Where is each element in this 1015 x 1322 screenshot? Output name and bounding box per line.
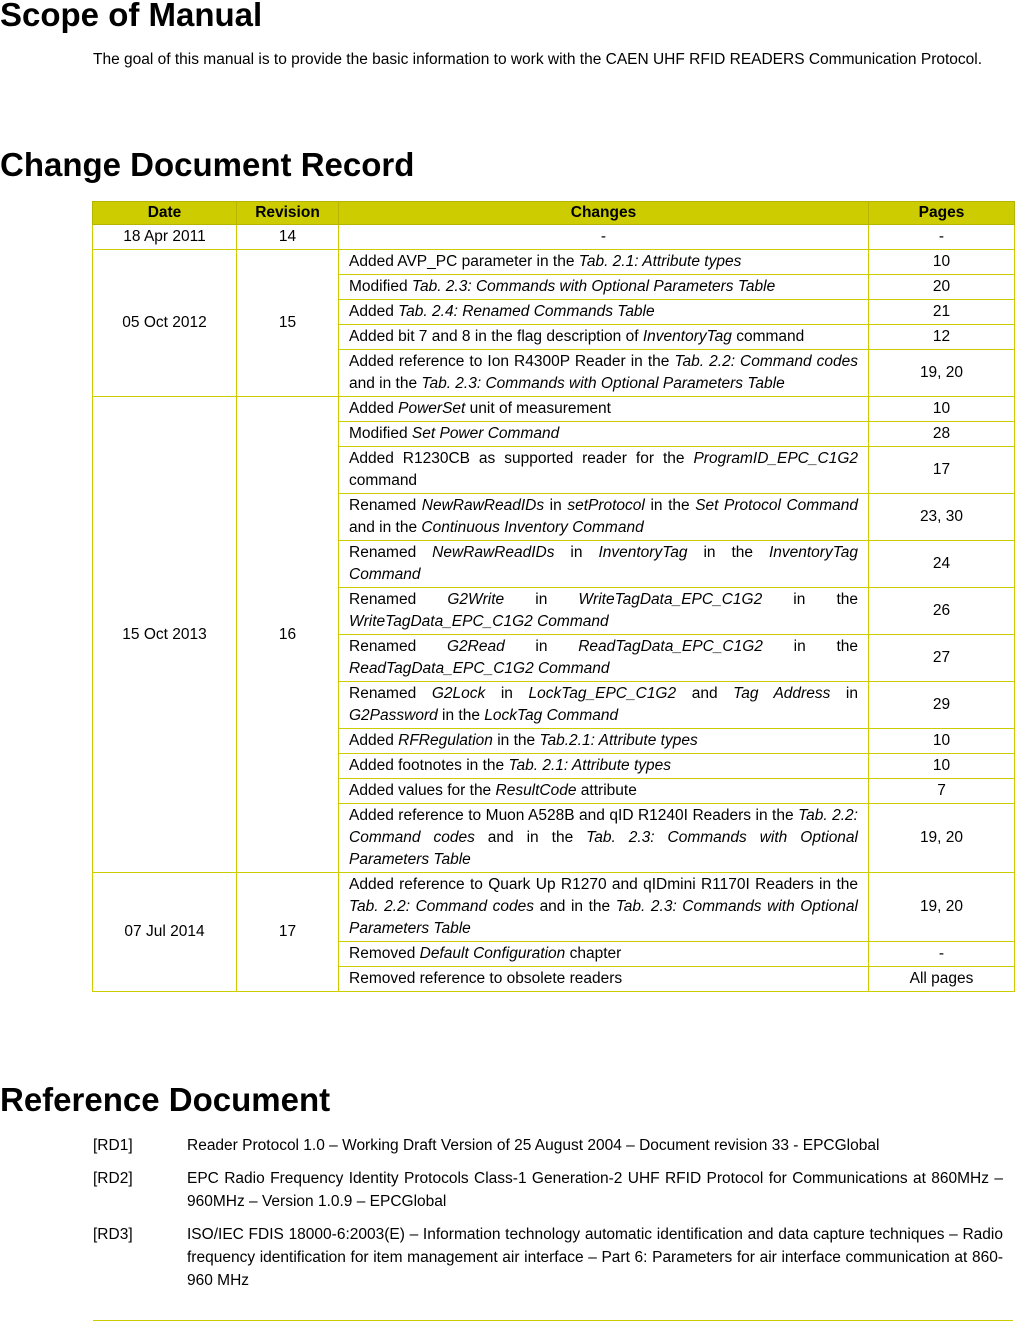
footer-divider <box>93 1320 1013 1321</box>
date-cell: 15 Oct 2013 <box>93 397 237 873</box>
pages-cell: 10 <box>869 754 1015 779</box>
reference-list <box>93 1134 1003 1302</box>
scope-heading: Scope of Manual <box>0 0 263 33</box>
reference-item <box>93 1167 1003 1213</box>
header-changes: Changes <box>339 202 869 225</box>
pages-cell: 23, 30 <box>869 494 1015 541</box>
table-row <box>93 225 1015 250</box>
header-date: Date <box>93 202 237 225</box>
pages-cell: 12 <box>869 325 1015 350</box>
pages-cell: 19, 20 <box>869 873 1015 942</box>
pages-cell: 17 <box>869 447 1015 494</box>
changes-cell: Renamed G2Write in WriteTagData_EPC_C1G2 in the WriteTagData_EPC_C1G2 Command <box>339 588 869 635</box>
header-revision: Revision <box>237 202 339 225</box>
changes-cell: Added reference to Quark Up R1270 and qIDmini R1170I Readers in the Tab. 2.2: Command codes and in the Tab. 2.3: Commands with Optional Parameters Table <box>339 873 869 942</box>
revision-cell: 17 <box>237 873 339 992</box>
reference-id: [RD3] <box>93 1226 133 1243</box>
changes-cell: Added RFRegulation in the Tab.2.1: Attribute types <box>339 729 869 754</box>
date-cell: 07 Jul 2014 <box>93 873 237 992</box>
changes-cell: Renamed NewRawReadIDs in setProtocol in the Set Protocol Command and in the Continuous Inventory Command <box>339 494 869 541</box>
scope-paragraph: The goal of this manual is to provide the basic information to work with the CAEN UHF RFID READERS Communication Protocol. <box>93 51 983 68</box>
changes-cell: Renamed G2Lock in LockTag_EPC_C1G2 and Tag Address in G2Password in the LockTag Command <box>339 682 869 729</box>
revision-cell: 16 <box>237 397 339 873</box>
changes-cell: Added bit 7 and 8 in the flag description of InventoryTag command <box>339 325 869 350</box>
changes-cell: Added PowerSet unit of measurement <box>339 397 869 422</box>
reference-heading: Reference Document <box>0 1081 331 1118</box>
changes-cell: - <box>339 225 869 250</box>
reference-text: Reader Protocol 1.0 – Working Draft Version of 25 August 2004 – Document revision 33 - EPCGlobal <box>187 1137 880 1154</box>
reference-item <box>93 1134 1003 1157</box>
date-cell: 18 Apr 2011 <box>93 225 237 250</box>
header-pages: Pages <box>869 202 1015 225</box>
changes-cell: Removed reference to obsolete readers <box>339 967 869 992</box>
changes-cell: Added footnotes in the Tab. 2.1: Attribute types <box>339 754 869 779</box>
pages-cell: 20 <box>869 275 1015 300</box>
change-record-table <box>92 201 1015 992</box>
reference-item <box>93 1223 1003 1292</box>
pages-cell: 10 <box>869 397 1015 422</box>
changes-cell: Modified Set Power Command <box>339 422 869 447</box>
changes-cell: Removed Default Configuration chapter <box>339 942 869 967</box>
pages-cell: All pages <box>869 967 1015 992</box>
change-record-body <box>93 225 1015 992</box>
pages-cell: 26 <box>869 588 1015 635</box>
pages-cell: - <box>869 225 1015 250</box>
reference-text: EPC Radio Frequency Identity Protocols Class-1 Generation-2 UHF RFID Protocol for Communications at 860MHz – 960MHz – Version 1.0.9 – EPCGlobal <box>187 1170 1003 1210</box>
reference-text: ISO/IEC FDIS 18000-6:2003(E) – Information technology automatic identification and data capture techniques – Radio frequency identification for item management air interface – Part 6: Parameters for air interface communication at 860-960 MHz <box>187 1226 1003 1289</box>
changes-cell: Added values for the ResultCode attribute <box>339 779 869 804</box>
pages-cell: 27 <box>869 635 1015 682</box>
changes-cell: Added R1230CB as supported reader for the ProgramID_EPC_C1G2 command <box>339 447 869 494</box>
pages-cell: 19, 20 <box>869 350 1015 397</box>
pages-cell: 28 <box>869 422 1015 447</box>
changes-cell: Added Tab. 2.4: Renamed Commands Table <box>339 300 869 325</box>
revision-cell: 15 <box>237 250 339 397</box>
table-header-row <box>93 202 1015 225</box>
pages-cell: 10 <box>869 250 1015 275</box>
pages-cell: 21 <box>869 300 1015 325</box>
pages-cell: - <box>869 942 1015 967</box>
changes-cell: Added AVP_PC parameter in the Tab. 2.1: Attribute types <box>339 250 869 275</box>
table-row <box>93 873 1015 942</box>
change-record-heading: Change Document Record <box>0 146 415 183</box>
changes-cell: Modified Tab. 2.3: Commands with Optional Parameters Table <box>339 275 869 300</box>
reference-id: [RD1] <box>93 1137 133 1154</box>
changes-cell: Renamed G2Read in ReadTagData_EPC_C1G2 in the ReadTagData_EPC_C1G2 Command <box>339 635 869 682</box>
table-row <box>93 397 1015 422</box>
changes-cell: Added reference to Ion R4300P Reader in the Tab. 2.2: Command codes and in the Tab. 2.3: Commands with Optional Parameters Table <box>339 350 869 397</box>
changes-cell: Renamed NewRawReadIDs in InventoryTag in the InventoryTag Command <box>339 541 869 588</box>
reference-id: [RD2] <box>93 1170 133 1187</box>
pages-cell: 19, 20 <box>869 804 1015 873</box>
date-cell: 05 Oct 2012 <box>93 250 237 397</box>
pages-cell: 7 <box>869 779 1015 804</box>
revision-cell: 14 <box>237 225 339 250</box>
pages-cell: 29 <box>869 682 1015 729</box>
changes-cell: Added reference to Muon A528B and qID R1240I Readers in the Tab. 2.2: Command codes and in the Tab. 2.3: Commands with Optional Parameters Table <box>339 804 869 873</box>
pages-cell: 24 <box>869 541 1015 588</box>
table-row <box>93 250 1015 275</box>
pages-cell: 10 <box>869 729 1015 754</box>
